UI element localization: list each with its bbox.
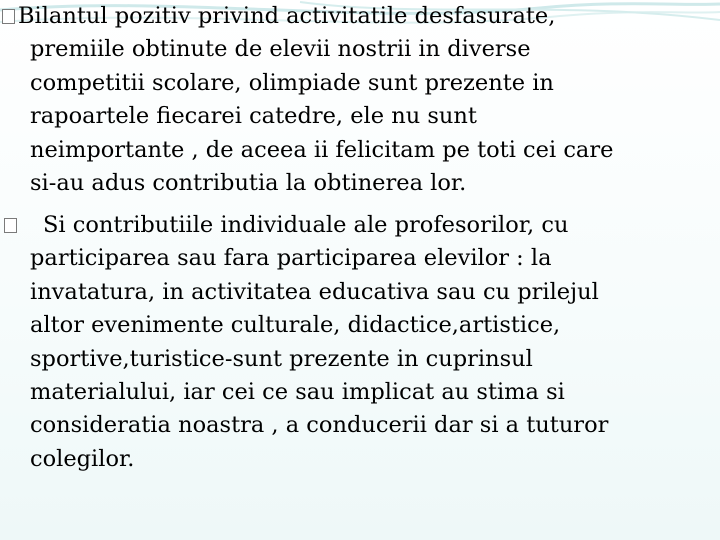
square-bullet-icon [4, 218, 17, 233]
text-line: si-au adus contributia la obtinerea lor. [30, 170, 467, 197]
text-line: participarea sau fara participarea elevilor : la [30, 245, 552, 272]
text-line: competitii scolare, olimpiade sunt prezente in [30, 69, 554, 96]
text-line: altor evenimente culturale, didactice,artistice, [30, 312, 561, 339]
line-text: Si contributiile individuale ale profesorilor, cu [43, 212, 569, 238]
text-line: invatatura, in activitatea educativa sau cu prilejul [30, 278, 599, 305]
text-line [0, 209, 700, 242]
text-line: consideratia noastra , a conducerii dar si a tuturor [30, 412, 609, 439]
text-line: neimportante , de aceea ii felicitam pe toti cei care [30, 136, 614, 163]
paragraph-contributions [0, 209, 700, 476]
line-text: Bilantul pozitiv privind activitatile desfasurate, [18, 3, 556, 29]
text-line: rapoartele fiecarei catedre, ele nu sunt [30, 103, 477, 130]
text-line: premiile obtinute de elevii nostrii in diverse [30, 36, 531, 63]
text-line: materialului, iar cei ce sau implicat au stima si [30, 379, 565, 406]
text-line [0, 0, 700, 33]
text-line: sportive,turistice-sunt prezente in cuprinsul [30, 345, 533, 372]
square-bullet-icon [2, 9, 15, 24]
text-line: colegilor. [30, 445, 135, 472]
paragraph-achievements [0, 0, 700, 200]
